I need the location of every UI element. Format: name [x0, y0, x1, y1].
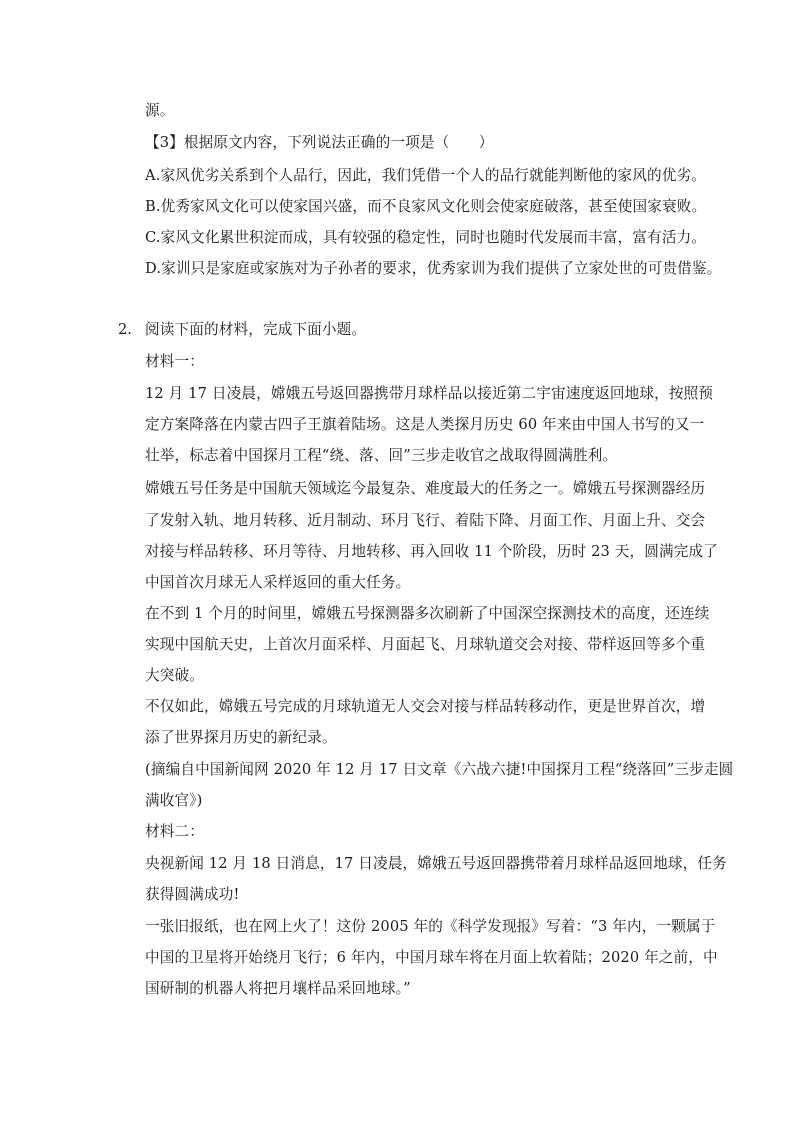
question-2-instruction: 阅读下面的材料，完成下面小题。 — [145, 321, 367, 338]
passage-line: 在不到 1 个月的时间里，嫦娥五号探测器多次刷新了中国深空探测技术的高度，还连续 — [145, 605, 710, 622]
passage-line: 中国首次月球无人采样返回的重大任务。 — [145, 574, 411, 591]
source-citation: (摘编自中国新闻网 2020 年 12 月 17 日文章《六战六捷!中国探月工程“绕落回”三步走圆 — [145, 761, 734, 778]
passage-line: 了发射入轨、地月转移、近月制动、环月飞行、着陆下降、月面工作、月面上升、交会 — [145, 512, 706, 529]
passage-line: 对接与样品转移、环月等待、月地转移、再入回收 11 个阶段，历时 23 天，圆满完成了 — [145, 543, 718, 560]
question-2-number: 2. — [118, 321, 132, 338]
continuation-text: 源。 — [145, 102, 175, 119]
option-c: C.家风文化累世积淀而成，具有较强的稳定性，同时也随时代发展而丰富，富有活力。 — [145, 229, 707, 246]
passage-line: 中国的卫星将开始绕月飞行；6 年内，中国月球车将在月面上软着陆；2020 年之前，中 — [145, 949, 718, 966]
passage-line: 12 月 17 日凌晨，嫦娥五号返回器携带月球样品以接近第二宇宙速度返回地球，按照预 — [145, 385, 714, 402]
passage-line: 一张旧报纸，也在网上火了！这份 2005 年的《科学发现报》写着：“3 年内，一颗属于 — [145, 918, 716, 935]
passage-line: 央视新闻 12 月 18 日消息，17 日凌晨，嫦娥五号返回器携带着月球样品返回地球，任务 — [145, 855, 727, 872]
passage-line: 实现中国航天史，上首次月面采样、月面起飞、月球轨道交会对接、带样返回等多个重 — [145, 636, 706, 653]
passage-line: 不仅如此，嫦娥五号完成的月球轨道无人交会对接与样品转移动作，更是世界首次，增 — [145, 698, 706, 715]
question-3-stem: 【3】根据原文内容，下列说法正确的一项是（ ） — [145, 134, 494, 151]
option-b: B.优秀家风文化可以使家国兴盛，而不良家风文化则会使家庭破落，甚至使国家衰败。 — [145, 198, 707, 215]
passage-line: 大突破。 — [145, 667, 204, 684]
passage-line: 定方案降落在内蒙古四子王旗着陆场。这是人类探月历史 60 年来由中国人书写的又一 — [145, 416, 705, 433]
passage-line: 嫦娥五号任务是中国航天领域迄今最复杂、难度最大的任务之一。嫦娥五号探测器经历 — [145, 480, 706, 497]
material-2-heading: 材料二： — [145, 823, 204, 840]
material-1-heading: 材料一： — [145, 353, 204, 370]
passage-line: 添了世界探月历史的新纪录。 — [145, 729, 337, 746]
option-a: A.家风优劣关系到个人品行，因此，我们凭借一个人的品行就能判断他的家风的优劣。 — [145, 167, 706, 184]
option-d: D.家训只是家庭或家族对为子孙者的要求，优秀家训为我们提供了立家处世的可贵借鉴。 — [145, 260, 722, 277]
source-citation: 满收官》) — [145, 792, 203, 809]
passage-line: 获得圆满成功! — [145, 886, 240, 903]
passage-line: 国研制的机器人将把月壤样品采回地球。” — [145, 980, 411, 997]
passage-line: 壮举，标志着中国探月工程“绕、落、回”三步走收官之战取得圆满胜利。 — [145, 447, 618, 464]
